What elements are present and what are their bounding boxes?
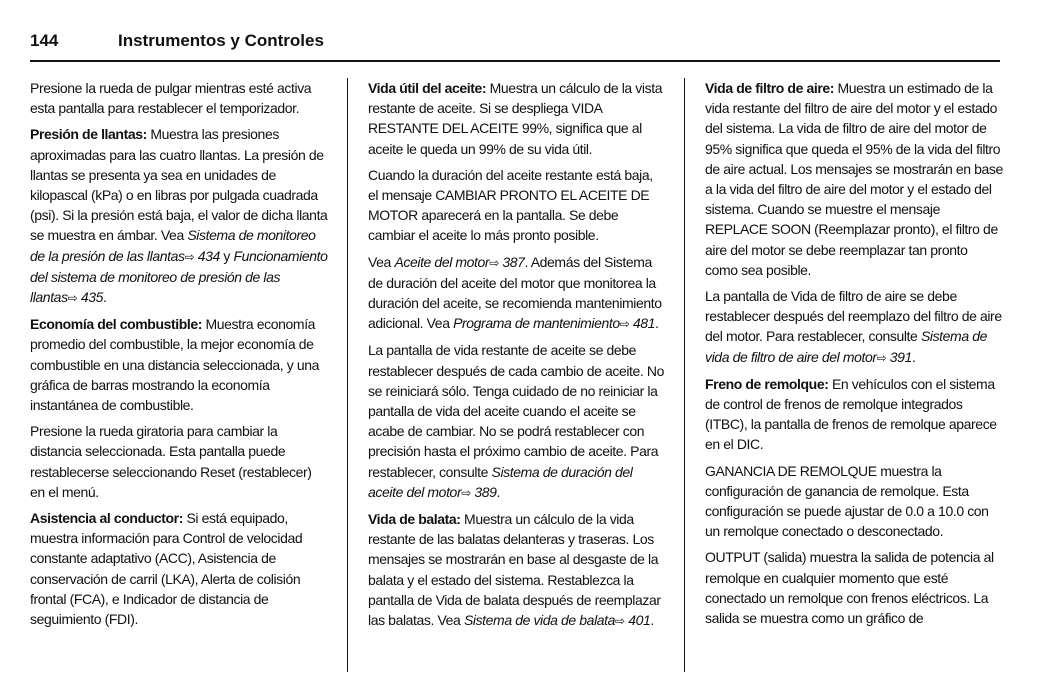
paragraph	[368, 509, 666, 631]
cross-reference: Funcionamiento del sistema de monitoreo de presión de las llantas	[30, 247, 328, 306]
body-text: Muestra un estimado de la vida restante del filtro de aire del motor y el estado del sistema. La vida de filtro de aire del motor de 95% significa que queda el 95% de la vida del filtro de aire actual. Los mensajes se mostrarán en base a la vida del filtro de aire del motor y el estado del sistema. Cuando se muestre el mensaje REPLACE SOON (Reemplazar pronto), el filtro de aire del motor se debe reemplazar tan pronto como sea posible.	[705, 80, 1003, 278]
cross-reference: 389	[470, 483, 497, 500]
section-label: Vida de filtro de aire:	[705, 80, 835, 96]
column-divider	[347, 78, 348, 672]
body-text: .	[650, 612, 654, 629]
body-text: .	[496, 483, 501, 500]
paragraph	[368, 78, 666, 159]
body-text: En vehículos con el sistema de control de frenos de remolque integrados (ITBC), la pantalla de frenos de remolque aparece en el DIC.	[705, 375, 997, 453]
body-text: La pantalla de vida restante de aceite se debe restablecer después de cada cambio de aceite. No se reiniciará sólo. Tenga cuidado de no reiniciar la pantalla de vida del aceite cuando el aceite se acabe de cambiar. No se podrá restablecer con precisión hasta el próximo cambio de aceite. Para restablecer, consulte	[368, 342, 664, 480]
body-text: . Además del Sistema de duración del aceite del motor que monitorea la duración del aceite, se recomienda mantenimiento adicional. Vea	[368, 253, 662, 332]
body-text: Vea	[368, 253, 395, 270]
body-text: Muestra un cálculo de la vida restante de las balatas delanteras y traseras. Los mensajes se mostrarán en base al desgaste de la balata y el estado del sistema. Restablezca la pantalla de Vida de balata después de reemplazar las balatas. Vea	[368, 511, 661, 629]
text-column-1	[30, 78, 328, 635]
page-ref-arrow-icon: ⇨	[619, 317, 630, 332]
column-divider	[684, 78, 685, 672]
section-label: Vida útil del aceite:	[368, 80, 487, 96]
cross-reference: Sistema de monitoreo de la presión de las llantas	[30, 227, 316, 264]
page-ref-arrow-icon: ⇨	[184, 249, 195, 264]
page-header	[30, 28, 1000, 62]
paragraph	[705, 461, 1003, 542]
cross-reference: Aceite del motor	[394, 253, 490, 270]
paragraph	[705, 547, 1003, 628]
paragraph	[368, 252, 666, 335]
body-text: Muestra las presiones aproximadas para las cuatro llantas. La presión de llantas se presenta ya sea en unidades de kilopascal (kPa) o en libras por pulgada cuadrada (psi). Si la presión está baja, el valor de dicha llanta se muestra en ámbar. Vea	[30, 126, 328, 244]
body-text: .	[102, 289, 107, 306]
page-ref-arrow-icon: ⇨	[615, 614, 625, 629]
cross-reference: Sistema de duración del aceite del motor	[368, 463, 633, 500]
body-text: OUTPUT (salida) muestra la salida de potencia al remolque en cualquier momento que esté conectado un remolque con frenos eléctricos. La salida se muestra como un gráfico de	[705, 549, 994, 627]
body-text: .	[655, 315, 659, 332]
cross-reference: 481	[629, 315, 656, 332]
paragraph	[30, 124, 328, 308]
text-column-2	[368, 78, 666, 637]
paragraph	[30, 421, 328, 502]
page-ref-arrow-icon: ⇨	[67, 291, 78, 306]
section-label: Economía del combustible:	[30, 316, 203, 333]
section-label: Presión de llantas:	[30, 126, 147, 143]
body-text: Presione la rueda giratoria para cambiar la distancia seleccionada. Esta pantalla puede restablecerse seleccionando Reset (restablecer) en el menú.	[30, 423, 312, 500]
cross-reference: Sistema de vida de filtro de aire del motor	[705, 328, 987, 365]
body-text: La pantalla de Vida de filtro de aire se debe restablecer después del reemplazo del filtro de aire del motor. Para restablecer, consulte	[705, 288, 1002, 345]
body-text: GANANCIA DE REMOLQUE muestra la configuración de ganancia de remolque. Esta configuración se puede ajustar de 0.0 a 10.0 con un remolque conectado o desconectado.	[705, 462, 989, 540]
paragraph	[368, 340, 666, 503]
body-text: Presione la rueda de pulgar mientras esté activa esta pantalla para restablecer el temporizador.	[30, 80, 312, 117]
body-text: Muestra economía promedio del combustible, la mejor economía de combustible en una distancia seleccionada, y una gráfica de barras mostrando la economía instantánea de combustible.	[30, 316, 319, 414]
cross-reference: 401	[624, 612, 651, 629]
section-label: Asistencia al conductor:	[30, 510, 183, 527]
paragraph	[705, 374, 1003, 455]
cross-reference: 387	[498, 253, 525, 270]
cross-reference: 434	[194, 247, 220, 264]
cross-reference: Programa de mantenimiento	[453, 315, 620, 332]
paragraph	[30, 508, 328, 629]
body-text: Cuando la duración del aceite restante está baja, el mensaje CAMBIAR PRONTO EL ACEITE DE MOTOR aparecerá en la pantalla. Se debe cambiar el aceite lo más pronto posible.	[368, 166, 653, 244]
body-text: Muestra un cálculo de la vista restante de aceite. Si se despliega VIDA RESTANTE DEL ACEITE 99%, significa que al aceite le queda un 99% de su vida útil.	[368, 80, 663, 157]
text-column-3	[705, 78, 1003, 634]
section-label: Freno de remolque:	[705, 375, 829, 392]
page-ref-arrow-icon: ⇨	[461, 485, 471, 500]
cross-reference: 435	[77, 289, 103, 306]
body-text: Si está equipado, muestra información para Control de velocidad constante adaptativo (ACC), Asistencia de conservación de carril (LKA), Alerta de colisión frontal (FCA), e Indicador de distancia de seguimiento (FDI).	[30, 510, 303, 628]
paragraph	[30, 78, 328, 118]
section-label: Vida de balata:	[368, 511, 461, 528]
chapter-title: Instrumentos y Controles	[118, 31, 324, 50]
paragraph	[705, 78, 1003, 280]
page-number: 144	[30, 31, 59, 50]
cross-reference: 391	[886, 348, 912, 365]
body-text: y	[219, 247, 234, 264]
body-text: .	[911, 348, 916, 365]
cross-reference: Sistema de vida de balata	[463, 612, 616, 629]
paragraph	[368, 165, 666, 246]
paragraph	[30, 314, 328, 415]
page-ref-arrow-icon: ⇨	[489, 255, 499, 270]
page-ref-arrow-icon: ⇨	[876, 350, 887, 365]
paragraph	[705, 286, 1003, 368]
